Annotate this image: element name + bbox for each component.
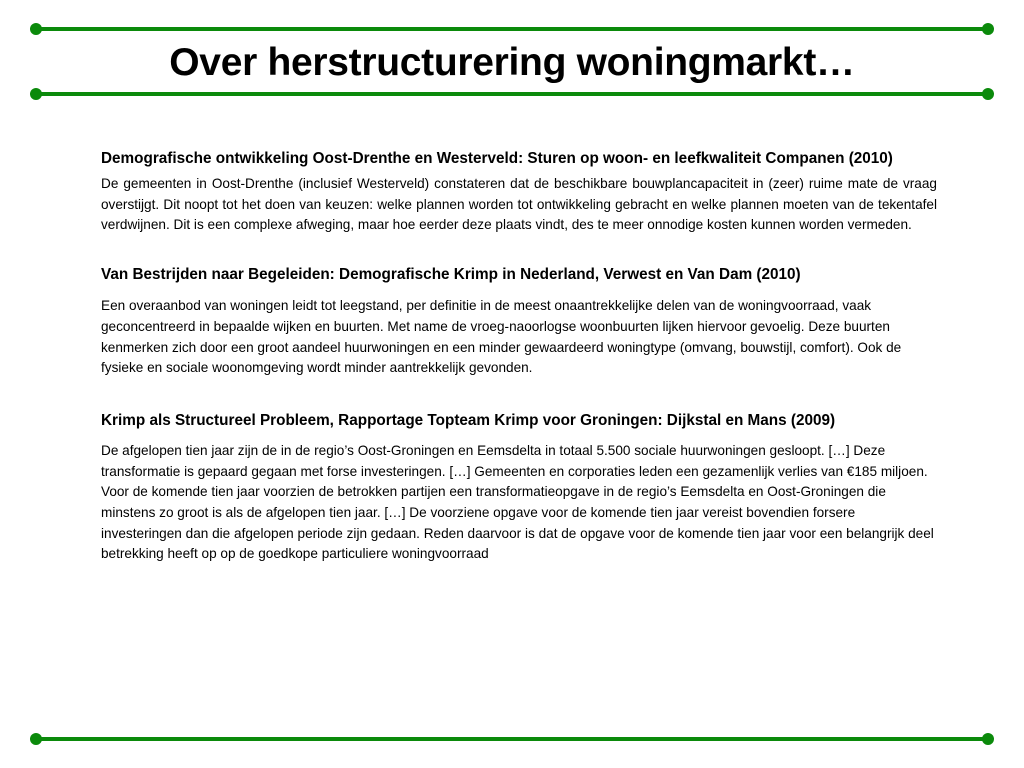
section-heading-van-bestrijden-naar-begeleiden: Van Bestrijden naar Begeleiden: Demografische Krimp in Nederland, Verwest en Van Dam (2010) [101,266,801,284]
section-body-demografische-ontwikkeling: De gemeenten in Oost-Drenthe (inclusief Westerveld) constateren dat de beschikbare bouwplancapaciteit in (zeer) ruime mate de vraag overstijgt. Dit noopt tot het doen van keuzen: welke plannen worden tot ontwikkeling gebracht en welke plannen moeten van de tekentafel verdwijnen. Dit is een complexe afweging, maar hoe eerder deze plaats vindt, des te meer onnodige kosten kunnen worden vermeden. [101,176,937,233]
divider-end-dot [30,23,42,35]
divider-end-dot [982,733,994,745]
divider-end-dot [30,733,42,745]
slide-title: Over herstructurering woningmarkt… [169,41,855,84]
bottom-divider-line [36,737,988,741]
section-body-van-bestrijden-naar-begeleiden: Een overaanbod van woningen leidt tot leegstand, per definitie in de meest onaantrekkelijke delen van de woningvoorraad, vaak geconcentreerd in bepaalde wijken en buurten. Met name de vroeg-naoorlogse woonbuurten lijken hiervoor gevoelig. Deze buurten kenmerken zich door een groot aandeel huurwoningen en een minder gewaardeerd woningtype (omvang, bouwstijl, comfort). Ook de fysieke en sociale woonomgeving wordt minder aantrekkelijk gevonden. [101,298,902,376]
divider-end-dot [30,88,42,100]
slide-content [101,148,937,565]
section-heading-demografische-ontwikkeling: Demografische ontwikkeling Oost-Drenthe en Westerveld: Sturen op woon- en leefkwaliteit Companen (2010) [101,150,893,167]
title-underline-divider [36,92,988,96]
divider-end-dot [982,23,994,35]
top-divider-line [36,27,988,31]
divider-end-dot [982,88,994,100]
section-heading-krimp-als-structureel-probleem: Krimp als Structureel Probleem, Rapportage Topteam Krimp voor Groningen: Dijkstal en Mans (2009) [101,411,836,429]
section-body-krimp-als-structureel-probleem: De afgelopen tien jaar zijn de in de regio’s Oost-Groningen en Eemsdelta in totaal 5.500 sociale huurwoningen gesloopt. […] Deze transformatie is gepaard gegaan met forse investeringen. […] Gemeenten en corporaties leden een gezamenlijk verlies van €185 miljoen. Voor de komende tien jaar voorzien de betrokken partijen een transformatieopgave in de regio’s Eemsdelta en Oost-Groningen die minstens zo groot is als de afgelopen tien jaar. […] De voorziene opgave voor de komende tien jaar vereist bovendien forsere investeringen dan die afgelopen periode zijn gedaan. Reden daarvoor is dat de opgave voor de komende tien jaar voor een belangrijk deel betrekking heeft op op de goedkope particuliere woningvoorraad [101,442,934,562]
